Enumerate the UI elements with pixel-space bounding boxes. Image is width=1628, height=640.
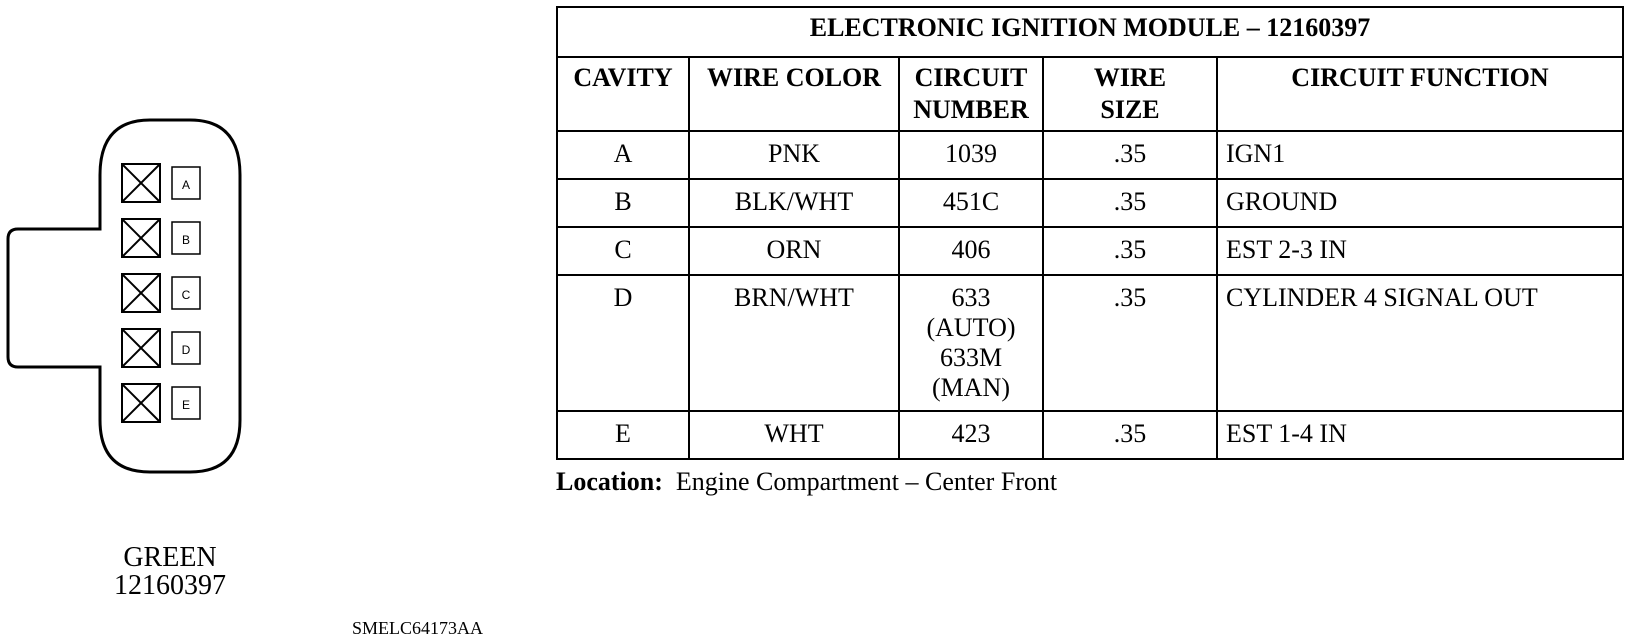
connector-color-label: GREEN — [123, 542, 217, 573]
table-header-row — [557, 57, 1623, 131]
table-row — [557, 179, 1623, 227]
circuit-number-line: (AUTO) — [926, 313, 1016, 342]
document-id: SMELC64173AA — [352, 618, 484, 638]
cavity-label: D — [181, 343, 191, 357]
cell-cavity: D — [557, 275, 689, 411]
cavity-label: C — [181, 288, 191, 302]
cell-circuit-function: GROUND — [1217, 179, 1623, 227]
circuit-number-line: 423 — [951, 419, 991, 448]
circuit-number-line: (MAN) — [932, 373, 1010, 402]
pinout-table — [556, 6, 1624, 460]
circuit-number-line: 633 — [951, 283, 991, 312]
connector-cavity — [122, 164, 200, 202]
circuit-number-line: 451C — [942, 187, 1000, 216]
cell-cavity: A — [557, 131, 689, 179]
cell-cavity: B — [557, 179, 689, 227]
cell-wire-color: BRN/WHT — [689, 275, 899, 411]
table-row — [557, 131, 1623, 179]
header-wire-size: WIRE SIZE — [1043, 57, 1217, 131]
cell-wire-size: .35 — [1043, 179, 1217, 227]
table-row — [557, 227, 1623, 275]
header-circuit-function: CIRCUIT FUNCTION — [1217, 57, 1623, 131]
cell-circuit-number — [899, 179, 1043, 227]
cell-circuit-number — [899, 275, 1043, 411]
location-note — [556, 467, 1057, 497]
header-circuit-number: CIRCUIT NUMBER — [899, 57, 1043, 131]
table-title: ELECTRONIC IGNITION MODULE – 12160397 — [557, 7, 1623, 57]
cell-cavity: C — [557, 227, 689, 275]
cavity-label: A — [181, 178, 191, 192]
cell-wire-size: .35 — [1043, 131, 1217, 179]
cell-circuit-number — [899, 131, 1043, 179]
cell-circuit-number — [899, 411, 1043, 459]
circuit-number-line: 633M — [939, 343, 1003, 372]
cell-circuit-number — [899, 227, 1043, 275]
cell-wire-size: .35 — [1043, 227, 1217, 275]
cell-circuit-function: EST 2-3 IN — [1217, 227, 1623, 275]
connector-part-number: 12160397 — [114, 570, 226, 601]
cell-circuit-function: CYLINDER 4 SIGNAL OUT — [1217, 275, 1623, 411]
cavity-label: E — [181, 398, 191, 412]
cavity-label: B — [181, 233, 191, 247]
cell-circuit-function: EST 1-4 IN — [1217, 411, 1623, 459]
cell-wire-color: WHT — [689, 411, 899, 459]
cell-wire-color: BLK/WHT — [689, 179, 899, 227]
header-wire-color: WIRE COLOR — [689, 57, 899, 131]
connector-cavity — [122, 384, 200, 422]
connector-cavity — [122, 274, 200, 312]
cell-wire-color: ORN — [689, 227, 899, 275]
table-row — [557, 411, 1623, 459]
cell-wire-size: .35 — [1043, 411, 1217, 459]
cell-circuit-function: IGN1 — [1217, 131, 1623, 179]
circuit-number-line: 406 — [951, 235, 991, 264]
location-label: Location: — [556, 467, 663, 496]
cell-wire-color: PNK — [689, 131, 899, 179]
header-cavity: CAVITY — [557, 57, 689, 131]
location-value: Engine Compartment – Center Front — [675, 467, 1058, 496]
connector-diagram — [0, 110, 260, 480]
connector-cavity — [122, 329, 200, 367]
cell-wire-size: .35 — [1043, 275, 1217, 411]
circuit-number-line: 1039 — [945, 139, 997, 168]
cell-cavity: E — [557, 411, 689, 459]
connector-cavity — [122, 219, 200, 257]
table-row — [557, 275, 1623, 411]
